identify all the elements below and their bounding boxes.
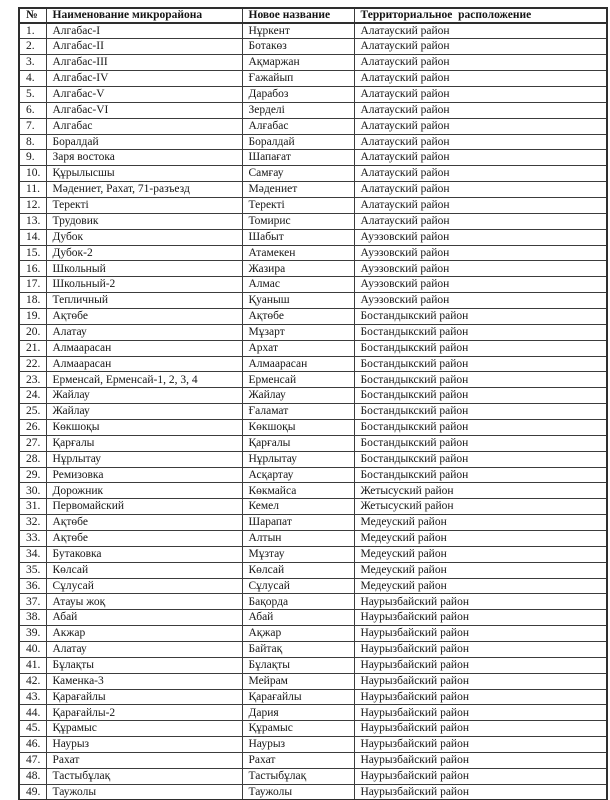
cell-old-name: Алатау	[46, 642, 242, 658]
cell-num: 22.	[19, 356, 46, 372]
cell-district: Медеуский район	[354, 578, 607, 594]
cell-num: 37.	[19, 594, 46, 610]
cell-district: Ауэзовский район	[354, 293, 607, 309]
microdistrict-rename-table	[18, 7, 608, 800]
cell-district: Бостандыкский район	[354, 372, 607, 388]
cell-old-name: Ремизовка	[46, 467, 242, 483]
cell-district: Медеуский район	[354, 562, 607, 578]
cell-old-name: Жайлау	[46, 388, 242, 404]
cell-num: 23.	[19, 372, 46, 388]
cell-old-name: Нұрлытау	[46, 451, 242, 467]
cell-new-name: Боралдай	[242, 134, 354, 150]
table-row	[19, 166, 607, 182]
cell-old-name: Қарғалы	[46, 435, 242, 451]
cell-old-name: Құрылысшы	[46, 166, 242, 182]
table-row	[19, 784, 607, 800]
cell-new-name: Абай	[242, 610, 354, 626]
cell-district: Бостандыкский район	[354, 356, 607, 372]
cell-num: 6.	[19, 102, 46, 118]
cell-num: 2.	[19, 39, 46, 55]
cell-new-name: Ғажайып	[242, 71, 354, 87]
cell-num: 40.	[19, 642, 46, 658]
table-row	[19, 578, 607, 594]
cell-num: 15.	[19, 245, 46, 261]
cell-num: 3.	[19, 55, 46, 71]
cell-num: 31.	[19, 499, 46, 515]
cell-new-name: Бұлақты	[242, 657, 354, 673]
cell-district: Наурызбайский район	[354, 768, 607, 784]
cell-new-name: Бақорда	[242, 594, 354, 610]
cell-district: Наурызбайский район	[354, 642, 607, 658]
cell-num: 30.	[19, 483, 46, 499]
cell-district: Медеуский район	[354, 531, 607, 547]
cell-num: 24.	[19, 388, 46, 404]
cell-new-name: Нұрлытау	[242, 451, 354, 467]
cell-num: 18.	[19, 293, 46, 309]
cell-new-name: Жазира	[242, 261, 354, 277]
cell-new-name: Ақжар	[242, 626, 354, 642]
table-row	[19, 610, 607, 626]
cell-district: Бостандыкский район	[354, 451, 607, 467]
table-row	[19, 340, 607, 356]
table-row	[19, 689, 607, 705]
cell-new-name: Кемел	[242, 499, 354, 515]
cell-old-name: Алгабас	[46, 118, 242, 134]
table-row	[19, 71, 607, 87]
table-row	[19, 768, 607, 784]
cell-new-name: Жайлау	[242, 388, 354, 404]
cell-new-name: Құрамыс	[242, 721, 354, 737]
column-header-number: №	[19, 8, 46, 23]
cell-district: Наурызбайский район	[354, 737, 607, 753]
cell-num: 28.	[19, 451, 46, 467]
cell-num: 25.	[19, 404, 46, 420]
cell-district: Наурызбайский район	[354, 784, 607, 800]
cell-num: 41.	[19, 657, 46, 673]
cell-num: 13.	[19, 213, 46, 229]
cell-num: 16.	[19, 261, 46, 277]
cell-new-name: Асқартау	[242, 467, 354, 483]
cell-new-name: Дарабоз	[242, 86, 354, 102]
cell-num: 9.	[19, 150, 46, 166]
cell-new-name: Қуаныш	[242, 293, 354, 309]
cell-district: Наурызбайский район	[354, 610, 607, 626]
column-header-new-name: Новое название	[242, 8, 354, 23]
cell-district: Алатауский район	[354, 23, 607, 39]
column-header-old-name: Наименование микрорайона	[46, 8, 242, 23]
cell-district: Алатауский район	[354, 182, 607, 198]
table-row	[19, 229, 607, 245]
cell-num: 49.	[19, 784, 46, 800]
cell-district: Жетысуский район	[354, 499, 607, 515]
cell-new-name: Томирис	[242, 213, 354, 229]
cell-num: 11.	[19, 182, 46, 198]
cell-old-name: Тастыбұлақ	[46, 768, 242, 784]
table-row	[19, 293, 607, 309]
cell-old-name: Мәдениет, Рахат, 71-разъезд	[46, 182, 242, 198]
cell-old-name: Рахат	[46, 753, 242, 769]
cell-old-name: Первомайский	[46, 499, 242, 515]
table-row	[19, 277, 607, 293]
table-row	[19, 86, 607, 102]
table-row	[19, 562, 607, 578]
cell-old-name: Ақтөбе	[46, 515, 242, 531]
cell-num: 12.	[19, 197, 46, 213]
cell-district: Алатауский район	[354, 39, 607, 55]
cell-district: Алатауский район	[354, 86, 607, 102]
cell-num: 8.	[19, 134, 46, 150]
table-body	[19, 23, 607, 800]
cell-district: Ауэзовский район	[354, 261, 607, 277]
cell-num: 36.	[19, 578, 46, 594]
cell-old-name: Акжар	[46, 626, 242, 642]
cell-old-name: Алгабас-VI	[46, 102, 242, 118]
cell-new-name: Таужолы	[242, 784, 354, 800]
cell-old-name: Ақтөбе	[46, 308, 242, 324]
cell-old-name: Дубок-2	[46, 245, 242, 261]
cell-new-name: Мейрам	[242, 673, 354, 689]
cell-old-name: Алгабас-II	[46, 39, 242, 55]
cell-num: 27.	[19, 435, 46, 451]
cell-district: Наурызбайский район	[354, 753, 607, 769]
table-row	[19, 356, 607, 372]
cell-district: Наурызбайский район	[354, 626, 607, 642]
table-row	[19, 467, 607, 483]
cell-old-name: Көлсай	[46, 562, 242, 578]
cell-new-name: Мәдениет	[242, 182, 354, 198]
cell-old-name: Тепличный	[46, 293, 242, 309]
cell-new-name: Шапағат	[242, 150, 354, 166]
cell-old-name: Боралдай	[46, 134, 242, 150]
cell-new-name: Көкшоқы	[242, 419, 354, 435]
cell-district: Бостандыкский район	[354, 324, 607, 340]
table-row	[19, 626, 607, 642]
table-row	[19, 705, 607, 721]
cell-num: 29.	[19, 467, 46, 483]
cell-district: Бостандыкский район	[354, 404, 607, 420]
cell-new-name: Алмас	[242, 277, 354, 293]
cell-new-name: Мұзарт	[242, 324, 354, 340]
cell-old-name: Алмаарасан	[46, 356, 242, 372]
cell-district: Ауэзовский район	[354, 277, 607, 293]
cell-num: 5.	[19, 86, 46, 102]
cell-old-name: Дубок	[46, 229, 242, 245]
cell-old-name: Алмаарасан	[46, 340, 242, 356]
cell-num: 14.	[19, 229, 46, 245]
cell-new-name: Шарапат	[242, 515, 354, 531]
cell-num: 46.	[19, 737, 46, 753]
cell-new-name: Ботакөз	[242, 39, 354, 55]
cell-new-name: Наурыз	[242, 737, 354, 753]
cell-district: Бостандыкский район	[354, 388, 607, 404]
cell-district: Бостандыкский район	[354, 308, 607, 324]
cell-old-name: Көкшоқы	[46, 419, 242, 435]
cell-num: 38.	[19, 610, 46, 626]
cell-old-name: Школьный	[46, 261, 242, 277]
table-row	[19, 753, 607, 769]
table-row	[19, 213, 607, 229]
cell-district: Алатауский район	[354, 213, 607, 229]
cell-district: Алатауский район	[354, 71, 607, 87]
table-row	[19, 594, 607, 610]
cell-old-name: Бутаковка	[46, 546, 242, 562]
cell-old-name: Алгабас-IV	[46, 71, 242, 87]
table-row	[19, 102, 607, 118]
cell-new-name: Алғабас	[242, 118, 354, 134]
cell-new-name: Ақтөбе	[242, 308, 354, 324]
cell-old-name: Атауы жоқ	[46, 594, 242, 610]
cell-district: Ауэзовский район	[354, 229, 607, 245]
cell-new-name: Архат	[242, 340, 354, 356]
cell-old-name: Жайлау	[46, 404, 242, 420]
cell-district: Бостандыкский район	[354, 340, 607, 356]
table-row	[19, 721, 607, 737]
cell-new-name: Қарғалы	[242, 435, 354, 451]
cell-new-name: Мұзтау	[242, 546, 354, 562]
cell-num: 17.	[19, 277, 46, 293]
cell-district: Ауэзовский район	[354, 245, 607, 261]
cell-district: Бостандыкский район	[354, 435, 607, 451]
cell-num: 33.	[19, 531, 46, 547]
cell-old-name: Алгабас-V	[46, 86, 242, 102]
cell-new-name: Қарағайлы	[242, 689, 354, 705]
cell-old-name: Ерменсай, Ерменсай-1, 2, 3, 4	[46, 372, 242, 388]
cell-new-name: Рахат	[242, 753, 354, 769]
table-row	[19, 118, 607, 134]
cell-district: Наурызбайский район	[354, 705, 607, 721]
cell-num: 20.	[19, 324, 46, 340]
cell-new-name: Көкмайса	[242, 483, 354, 499]
cell-district: Алатауский район	[354, 197, 607, 213]
cell-district: Бостандыкский район	[354, 467, 607, 483]
cell-old-name: Абай	[46, 610, 242, 626]
cell-num: 21.	[19, 340, 46, 356]
table-row	[19, 261, 607, 277]
cell-new-name: Дария	[242, 705, 354, 721]
cell-new-name: Самғау	[242, 166, 354, 182]
cell-district: Бостандыкский район	[354, 419, 607, 435]
cell-old-name: Бұлақты	[46, 657, 242, 673]
table-row	[19, 419, 607, 435]
table-row	[19, 23, 607, 39]
cell-new-name: Шабыт	[242, 229, 354, 245]
table-row	[19, 372, 607, 388]
cell-num: 34.	[19, 546, 46, 562]
cell-num: 7.	[19, 118, 46, 134]
cell-old-name: Каменка-3	[46, 673, 242, 689]
table-row	[19, 404, 607, 420]
cell-district: Наурызбайский район	[354, 673, 607, 689]
table-row	[19, 39, 607, 55]
table-row	[19, 150, 607, 166]
table-row	[19, 388, 607, 404]
cell-num: 26.	[19, 419, 46, 435]
table-row	[19, 657, 607, 673]
table-row	[19, 245, 607, 261]
cell-new-name: Атамекен	[242, 245, 354, 261]
table-row	[19, 737, 607, 753]
table-row	[19, 515, 607, 531]
table-header-row	[19, 8, 607, 23]
table-row	[19, 483, 607, 499]
table-row	[19, 134, 607, 150]
cell-old-name: Заря востока	[46, 150, 242, 166]
cell-num: 44.	[19, 705, 46, 721]
cell-old-name: Школьный-2	[46, 277, 242, 293]
cell-num: 1.	[19, 23, 46, 39]
cell-old-name: Наурыз	[46, 737, 242, 753]
cell-old-name: Ақтөбе	[46, 531, 242, 547]
cell-old-name: Алатау	[46, 324, 242, 340]
column-header-district: Территориальное расположение	[354, 8, 607, 23]
cell-district: Наурызбайский район	[354, 689, 607, 705]
cell-num: 43.	[19, 689, 46, 705]
cell-new-name: Ерменсай	[242, 372, 354, 388]
cell-district: Алатауский район	[354, 134, 607, 150]
cell-new-name: Ғаламат	[242, 404, 354, 420]
table-row	[19, 324, 607, 340]
table-row	[19, 546, 607, 562]
cell-district: Медеуский район	[354, 515, 607, 531]
cell-new-name: Нұркент	[242, 23, 354, 39]
cell-old-name: Құрамыс	[46, 721, 242, 737]
cell-district: Алатауский район	[354, 102, 607, 118]
cell-new-name: Зерделі	[242, 102, 354, 118]
cell-district: Наурызбайский район	[354, 594, 607, 610]
cell-num: 19.	[19, 308, 46, 324]
cell-district: Наурызбайский район	[354, 721, 607, 737]
cell-district: Алатауский район	[354, 118, 607, 134]
cell-new-name: Ақмаржан	[242, 55, 354, 71]
cell-old-name: Таужолы	[46, 784, 242, 800]
cell-new-name: Байтақ	[242, 642, 354, 658]
cell-old-name: Алгабас-I	[46, 23, 242, 39]
table-row	[19, 55, 607, 71]
cell-old-name: Қарағайлы-2	[46, 705, 242, 721]
cell-old-name: Алгабас-III	[46, 55, 242, 71]
table-row	[19, 673, 607, 689]
table-row	[19, 182, 607, 198]
table-row	[19, 499, 607, 515]
table-row	[19, 197, 607, 213]
cell-new-name: Алтын	[242, 531, 354, 547]
table-row	[19, 451, 607, 467]
table-row	[19, 435, 607, 451]
cell-district: Жетысуский район	[354, 483, 607, 499]
cell-district: Алатауский район	[354, 166, 607, 182]
cell-old-name: Теректі	[46, 197, 242, 213]
table-row	[19, 531, 607, 547]
cell-new-name: Көлсай	[242, 562, 354, 578]
table-row	[19, 308, 607, 324]
cell-old-name: Қарағайлы	[46, 689, 242, 705]
cell-new-name: Тастыбұлақ	[242, 768, 354, 784]
cell-old-name: Сұлусай	[46, 578, 242, 594]
cell-district: Алатауский район	[354, 150, 607, 166]
cell-district: Алатауский район	[354, 55, 607, 71]
cell-num: 48.	[19, 768, 46, 784]
table-row	[19, 642, 607, 658]
cell-num: 4.	[19, 71, 46, 87]
cell-num: 45.	[19, 721, 46, 737]
cell-num: 35.	[19, 562, 46, 578]
cell-num: 39.	[19, 626, 46, 642]
cell-old-name: Трудовик	[46, 213, 242, 229]
cell-new-name: Алмаарасан	[242, 356, 354, 372]
cell-new-name: Теректі	[242, 197, 354, 213]
cell-old-name: Дорожник	[46, 483, 242, 499]
cell-num: 47.	[19, 753, 46, 769]
cell-district: Наурызбайский район	[354, 657, 607, 673]
cell-district: Медеуский район	[354, 546, 607, 562]
cell-num: 32.	[19, 515, 46, 531]
cell-num: 42.	[19, 673, 46, 689]
cell-num: 10.	[19, 166, 46, 182]
cell-new-name: Сұлусай	[242, 578, 354, 594]
